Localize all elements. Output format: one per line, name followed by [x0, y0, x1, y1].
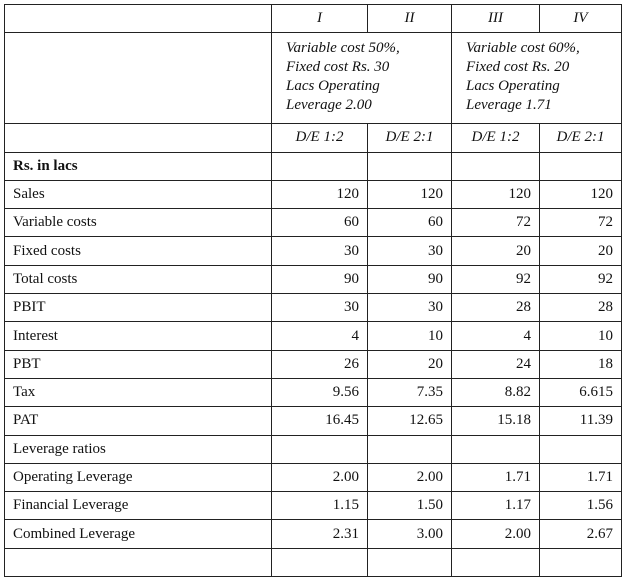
value-cell: 72	[452, 209, 540, 237]
value-cell: 20	[368, 350, 452, 378]
value-cell: 1.56	[540, 492, 622, 520]
value-cell: 9.56	[272, 378, 368, 406]
value-cell: 120	[540, 180, 622, 208]
row-label: Total costs	[5, 265, 272, 293]
section-label-row	[5, 152, 622, 180]
value-cell: 10	[368, 322, 452, 350]
value-cell: 3.00	[368, 520, 452, 548]
value-cell: 90	[368, 265, 452, 293]
value-cell: 1.50	[368, 492, 452, 520]
value-cell: 60	[368, 209, 452, 237]
table-row	[5, 265, 622, 293]
value-cell: 2.00	[452, 520, 540, 548]
value-cell: 2.67	[540, 520, 622, 548]
scenario-b-description	[452, 33, 622, 124]
row-label: Leverage ratios	[5, 435, 272, 463]
scenario-row	[5, 33, 622, 124]
empty-cell	[272, 548, 368, 576]
de-ratio-cell: D/E 2:1	[368, 124, 452, 152]
row-label: PBT	[5, 350, 272, 378]
value-cell: 1.17	[452, 492, 540, 520]
scenario-label-cell	[5, 33, 272, 124]
scenario-a-line: Leverage 2.00	[286, 97, 372, 114]
row-label: Fixed costs	[5, 237, 272, 265]
value-cell: 11.39	[540, 407, 622, 435]
value-cell: 28	[540, 294, 622, 322]
row-label: Variable costs	[5, 209, 272, 237]
value-cell: 4	[272, 322, 368, 350]
de-ratio-cell: D/E 1:2	[452, 124, 540, 152]
corner-cell	[5, 5, 272, 33]
value-cell: 72	[540, 209, 622, 237]
value-cell: 1.71	[452, 463, 540, 491]
value-cell	[272, 435, 368, 463]
table-row	[5, 322, 622, 350]
value-cell: 4	[452, 322, 540, 350]
value-cell: 30	[368, 237, 452, 265]
table-row	[5, 435, 622, 463]
scenario-b-line: Leverage 1.71	[466, 97, 552, 114]
table-row	[5, 492, 622, 520]
column-header-4: IV	[540, 5, 622, 33]
value-cell: 1.15	[272, 492, 368, 520]
table-row	[5, 209, 622, 237]
table-row	[5, 378, 622, 406]
de-ratio-row	[5, 124, 622, 152]
de-ratio-cell: D/E 1:2	[272, 124, 368, 152]
value-cell: 120	[272, 180, 368, 208]
continuation-row	[5, 548, 622, 576]
table-row	[5, 407, 622, 435]
table-row	[5, 350, 622, 378]
value-cell	[452, 435, 540, 463]
scenario-b-line: Variable cost 60%,	[466, 40, 580, 57]
table-row	[5, 463, 622, 491]
empty-cell	[368, 152, 452, 180]
value-cell: 12.65	[368, 407, 452, 435]
value-cell: 1.71	[540, 463, 622, 491]
value-cell: 30	[272, 294, 368, 322]
roman-header-row	[5, 5, 622, 33]
row-label: Combined Leverage	[5, 520, 272, 548]
value-cell: 30	[368, 294, 452, 322]
value-cell: 92	[452, 265, 540, 293]
column-header-2: II	[368, 5, 452, 33]
de-label-cell	[5, 124, 272, 152]
value-cell: 16.45	[272, 407, 368, 435]
value-cell: 26	[272, 350, 368, 378]
table-row	[5, 294, 622, 322]
row-label: Interest	[5, 322, 272, 350]
empty-cell	[452, 548, 540, 576]
empty-cell	[540, 152, 622, 180]
value-cell	[540, 435, 622, 463]
scenario-a-line: Lacs Operating	[286, 78, 380, 95]
empty-cell	[368, 548, 452, 576]
column-header-3: III	[452, 5, 540, 33]
value-cell: 8.82	[452, 378, 540, 406]
empty-cell	[540, 548, 622, 576]
value-cell: 120	[368, 180, 452, 208]
row-label: Operating Leverage	[5, 463, 272, 491]
section-label: Rs. in lacs	[5, 152, 272, 180]
value-cell: 92	[540, 265, 622, 293]
value-cell: 2.00	[368, 463, 452, 491]
value-cell	[368, 435, 452, 463]
row-label: PAT	[5, 407, 272, 435]
leverage-table	[4, 4, 622, 577]
value-cell: 60	[272, 209, 368, 237]
scenario-b-line: Fixed cost Rs. 20	[466, 59, 570, 76]
row-label: Tax	[5, 378, 272, 406]
table-body	[5, 5, 622, 577]
value-cell: 28	[452, 294, 540, 322]
value-cell: 2.00	[272, 463, 368, 491]
value-cell: 2.31	[272, 520, 368, 548]
value-cell: 10	[540, 322, 622, 350]
value-cell: 7.35	[368, 378, 452, 406]
de-ratio-cell: D/E 2:1	[540, 124, 622, 152]
row-label: PBIT	[5, 294, 272, 322]
empty-cell	[452, 152, 540, 180]
value-cell: 120	[452, 180, 540, 208]
scenario-b-line: Lacs Operating	[466, 78, 560, 95]
table-row	[5, 520, 622, 548]
row-label: Sales	[5, 180, 272, 208]
value-cell: 90	[272, 265, 368, 293]
value-cell: 30	[272, 237, 368, 265]
empty-cell	[272, 152, 368, 180]
value-cell: 6.615	[540, 378, 622, 406]
value-cell: 20	[452, 237, 540, 265]
table-row	[5, 180, 622, 208]
scenario-a-description	[272, 33, 452, 124]
value-cell: 15.18	[452, 407, 540, 435]
scenario-a-line: Variable cost 50%,	[286, 40, 400, 57]
column-header-1: I	[272, 5, 368, 33]
empty-cell	[5, 548, 272, 576]
value-cell: 20	[540, 237, 622, 265]
value-cell: 24	[452, 350, 540, 378]
value-cell: 18	[540, 350, 622, 378]
row-label: Financial Leverage	[5, 492, 272, 520]
table-row	[5, 237, 622, 265]
scenario-a-line: Fixed cost Rs. 30	[286, 59, 390, 76]
